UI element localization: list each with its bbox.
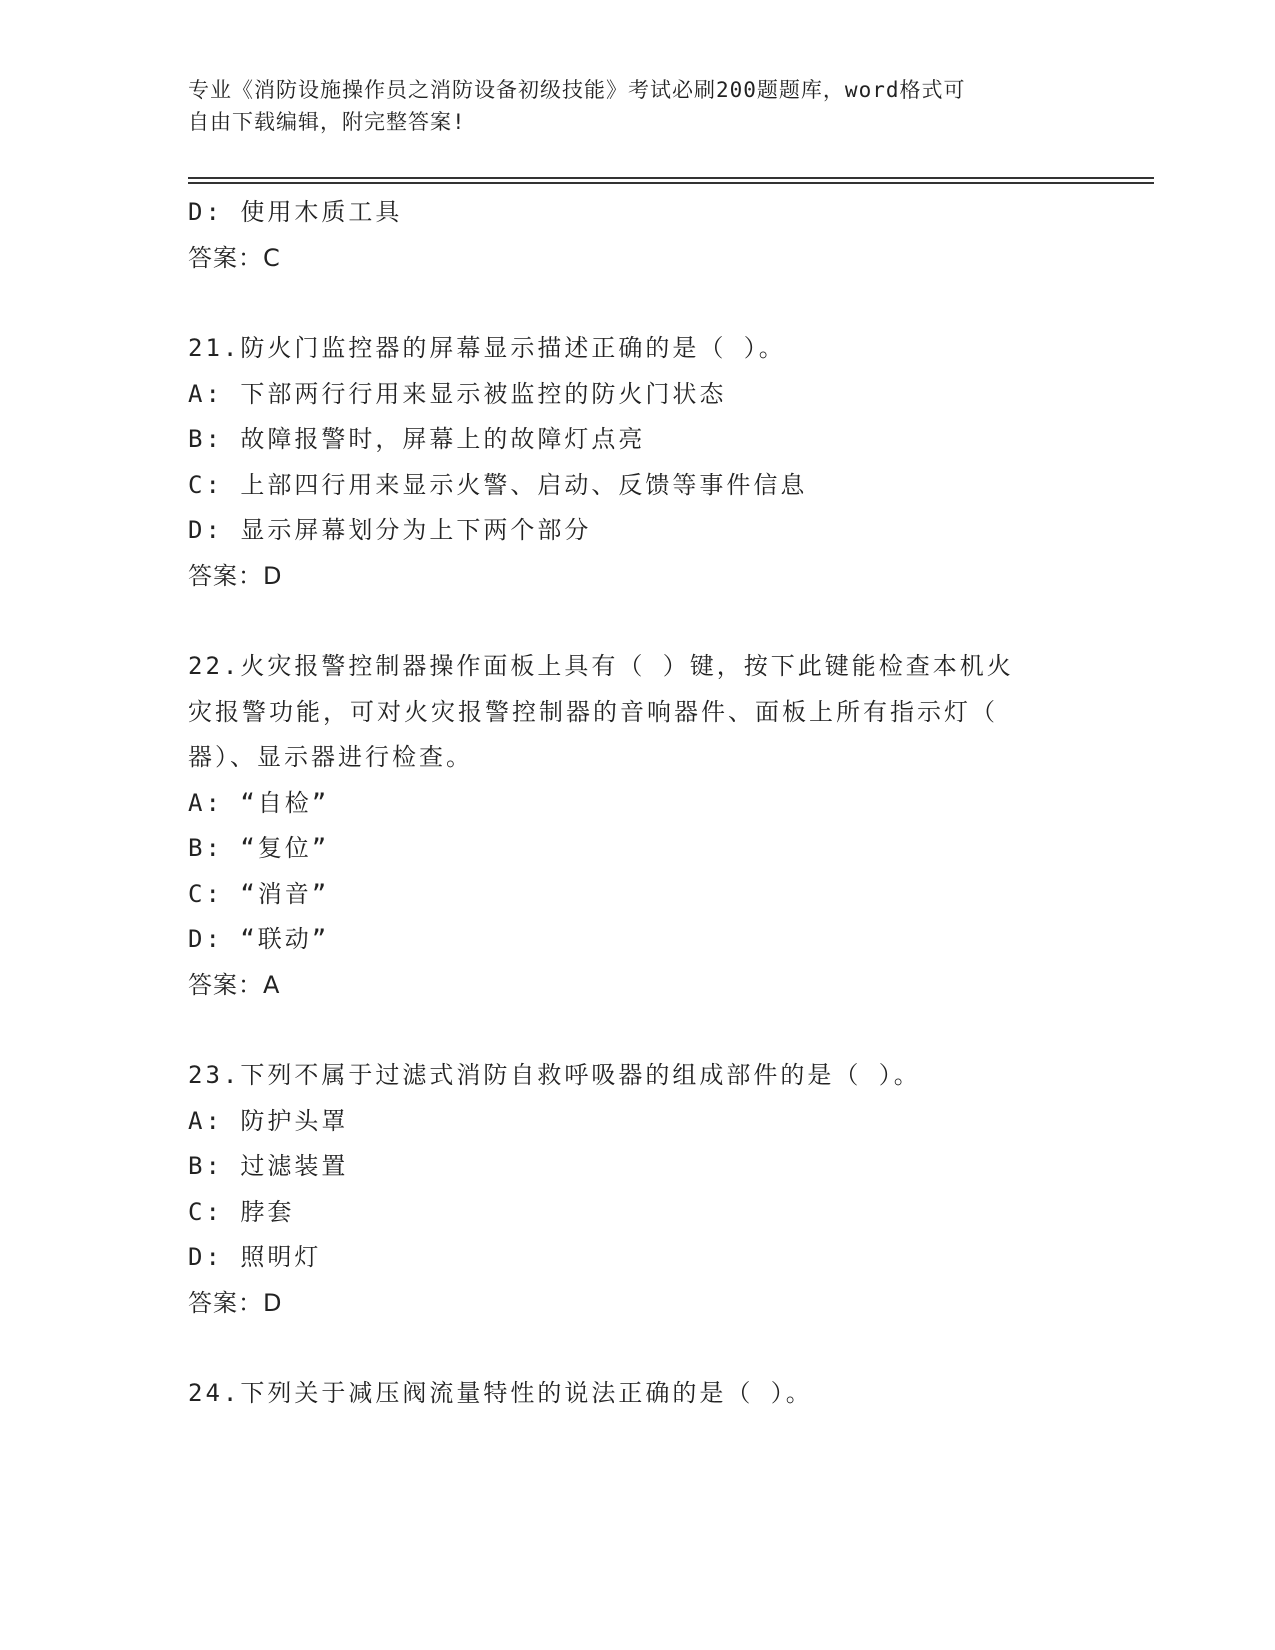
option-d: D: 使用木质工具 <box>188 198 403 226</box>
option-a: A: 防护头罩 <box>188 1106 349 1135</box>
previous-question-tail <box>188 190 1088 281</box>
answer: 答案：D <box>188 1288 283 1317</box>
option-c: C: 上部四行用来显示火警、启动、反馈等事件信息 <box>188 470 808 499</box>
option-c: C: “消音” <box>188 879 330 908</box>
document-body <box>188 190 1088 1417</box>
header-line-2: 自由下载编辑，附完整答案! <box>188 110 466 134</box>
question-stem-line-3: 器）、显示器进行检查。 <box>188 743 473 771</box>
answer: 答案：D <box>188 561 283 590</box>
option-d: D: “联动” <box>188 925 330 953</box>
option-b: B: 故障报警时，屏幕上的故障灯点亮 <box>188 425 646 453</box>
header-divider-bottom <box>188 182 1154 184</box>
question-24 <box>188 1371 1088 1417</box>
answer: 答案：C <box>188 243 281 272</box>
question-stem: 23.下列不属于过滤式消防自救呼吸器的组成部件的是（ ）。 <box>188 1061 921 1089</box>
question-23 <box>188 1053 1088 1326</box>
answer: 答案：A <box>188 970 281 999</box>
option-c: C: 脖套 <box>188 1197 295 1226</box>
question-stem-line-1: 22.火灾报警控制器操作面板上具有（ ）键，按下此键能检查本机火 <box>188 652 1014 680</box>
question-21 <box>188 326 1088 599</box>
question-stem-line-2: 灾报警功能，可对火灾报警控制器的音响器件、面板上所有指示灯（ <box>188 697 998 726</box>
option-d: D: 显示屏幕划分为上下两个部分 <box>188 516 592 544</box>
option-b: B: “复位” <box>188 834 330 862</box>
question-22 <box>188 644 1088 1008</box>
option-d: D: 照明灯 <box>188 1243 322 1271</box>
question-stem: 21.防火门监控器的屏幕显示描述正确的是（ ）。 <box>188 334 786 362</box>
option-a: A: “自检” <box>188 788 330 817</box>
question-stem: 24.下列关于减压阀流量特性的说法正确的是（ ）。 <box>188 1379 813 1407</box>
document-header <box>188 74 1068 138</box>
header-divider-top <box>188 177 1154 179</box>
header-line-1: 专业《消防设施操作员之消防设备初级技能》考试必刷200题题库，word格式可 <box>188 78 966 102</box>
option-b: B: 过滤装置 <box>188 1152 349 1180</box>
option-a: A: 下部两行行用来显示被监控的防火门状态 <box>188 379 727 408</box>
